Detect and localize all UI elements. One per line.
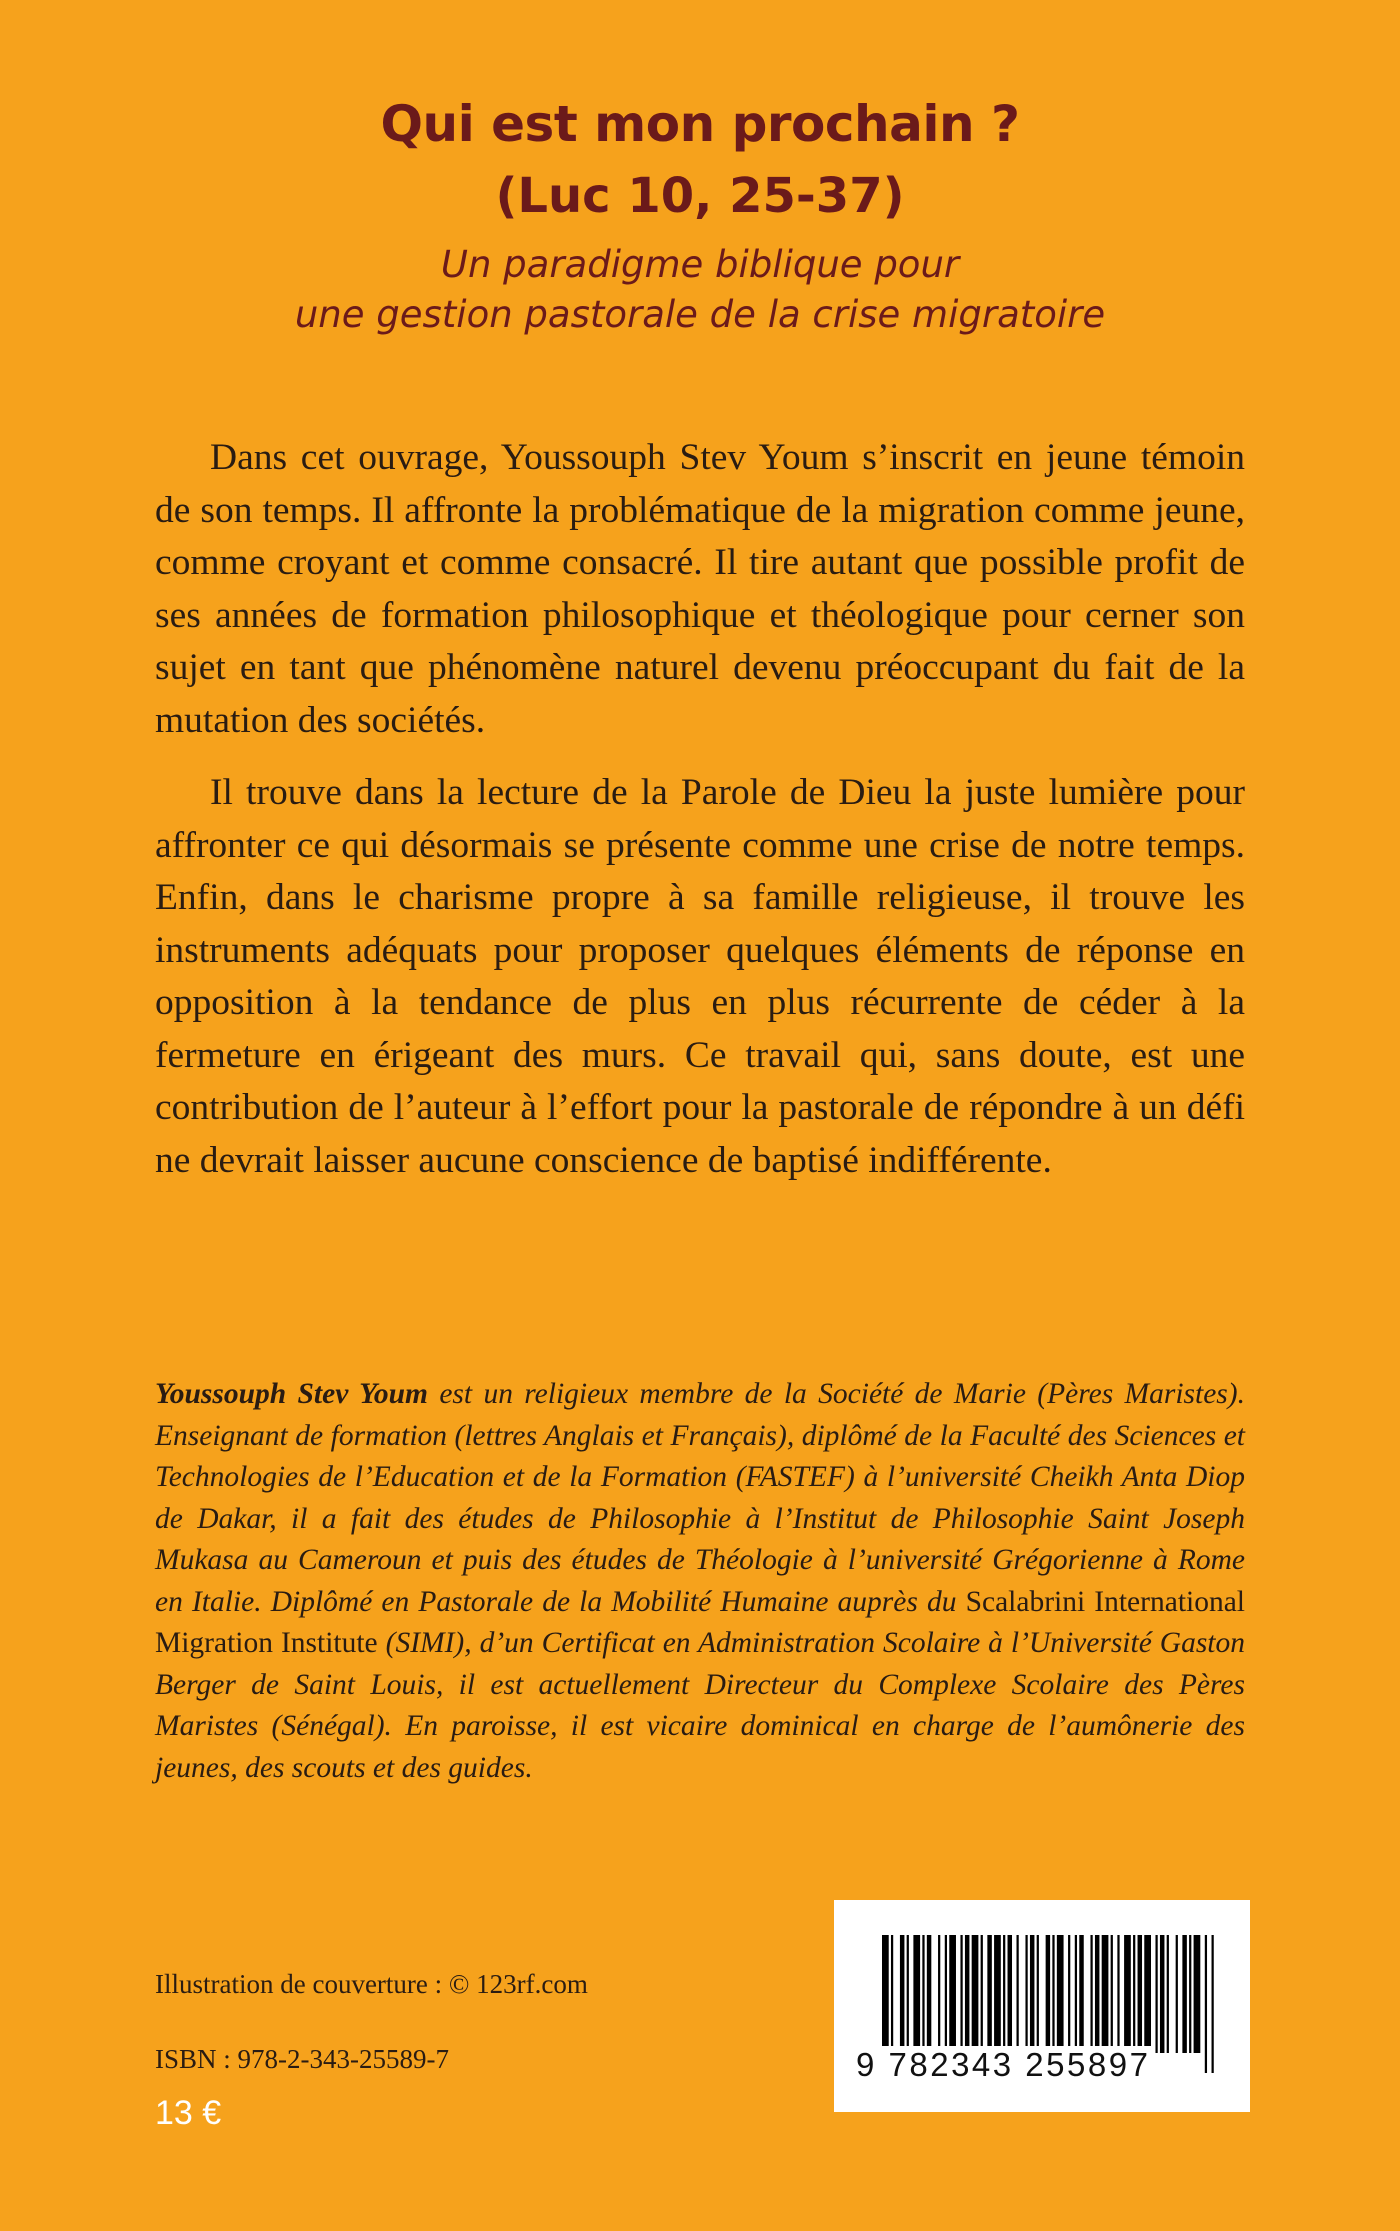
barcode-number: 9 782343 255897 xyxy=(856,2046,1151,2083)
author-name: Youssouph Stev Youm xyxy=(155,1378,428,1410)
author-bio xyxy=(155,1374,1245,1789)
barcode-digits xyxy=(854,2046,1234,2084)
isbn: ISBN : 978-2-343-25589-7 xyxy=(155,2044,449,2074)
barcode xyxy=(834,1900,1250,2112)
author-bio-institute: Scalabrini International Migration Institute xyxy=(155,1585,1246,1659)
bible-reference: (Luc 10, 25-37) xyxy=(495,168,905,224)
book-tagline xyxy=(0,240,1400,340)
blurb xyxy=(155,432,1245,1207)
blurb-paragraph-1: Dans cet ouvrage, Youssouph Stev Youm s’inscrit en jeune témoin de son temps. Il affronte la problématique de la migration comme jeune, comme croyant et comme consacré. Il tire autant que possible profit de ses années de formation philosophique et théologique pour cerner son sujet en tant que phénomène naturel devenu préoccupant du fait de la mutation des sociétés. xyxy=(155,437,1245,741)
tagline-line-2: une gestion pastorale de la crise migratoire xyxy=(294,293,1106,336)
price: 13 € xyxy=(155,2094,222,2132)
author-bio-text-2: (SIMI), d’un Certificat en Administration Scolaire à l’Université Gaston Berger de Saint Louis, il est actuellement Directeur du Complexe Scolaire des Pères Maristes (Sénégal). En paroisse, il est vicaire dominical en charge de l’aumônerie des jeunes, des scouts et des guides. xyxy=(155,1627,1245,1784)
author-bio-text-1: est un religieux membre de la Société de Marie (Pères Maristes). Enseignant de formation (lettres Anglais et Français), diplômé de la Faculté des Sciences et Technologies de l’Education et de la Formation (FASTEF) à l’université Cheikh Anta Diop de Dakar, il a fait des études de Philosophie à l’Institut de Philosophie Saint Joseph Mukasa au Cameroun et puis des études de Théologie à l’université Grégorienne à Rome en Italie. Diplômé en Pastorale de la Mobilité Humaine auprès du xyxy=(155,1378,1245,1618)
tagline-line-1: Un paradigme biblique pour xyxy=(440,243,960,286)
blurb-paragraph-2: Il trouve dans la lecture de la Parole de Dieu la juste lumière pour affronter ce qui désormais se présente comme une crise de notre temps. Enfin, dans le charisme propre à sa famille religieuse, il trouve les instruments adéquats pour proposer quelques éléments de réponse en opposition à la tendance de plus en plus récurrente de céder à la fermeture en érigeant des murs. Ce travail qui, sans doute, est une contribution de l’auteur à l’effort pour la pastorale de répondre à un défi ne devrait laisser aucune conscience de baptisé indifférente. xyxy=(155,772,1245,1181)
book-title: Qui est mon prochain ? xyxy=(380,95,1020,153)
illustration-credit: Illustration de couverture : © 123rf.com xyxy=(155,1969,588,1999)
